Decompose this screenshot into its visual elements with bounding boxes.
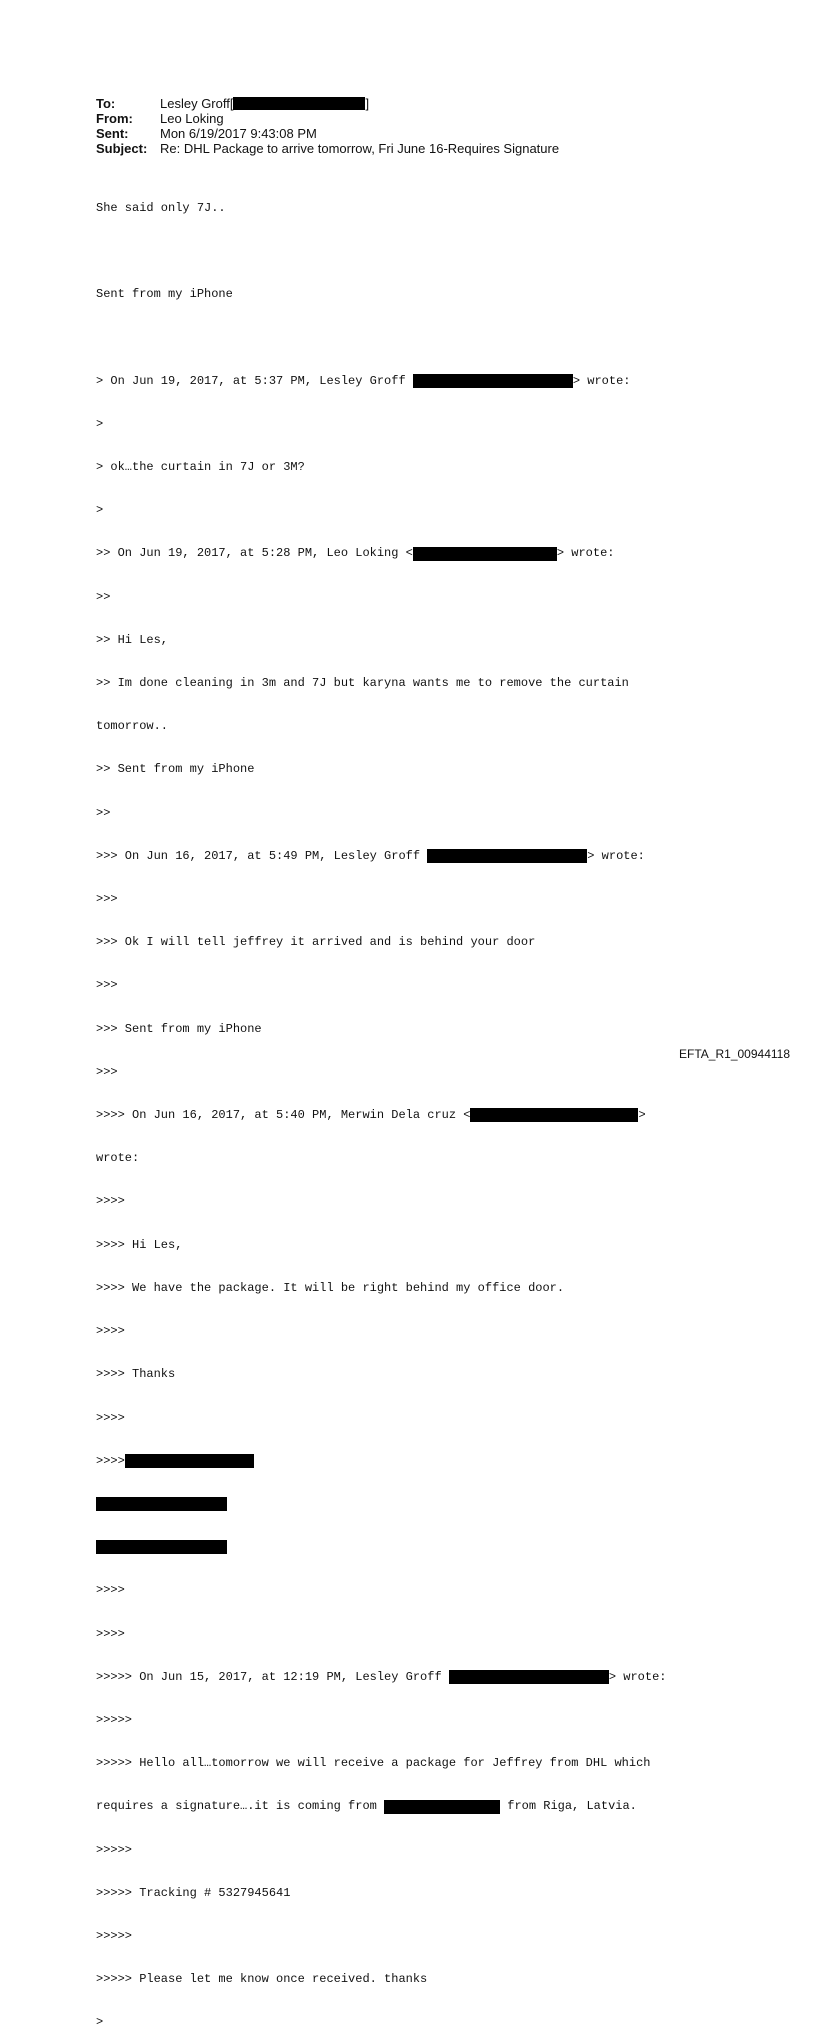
body-line: [96, 1324, 716, 1338]
redaction-block: [384, 1800, 500, 1814]
body-line: [96, 2015, 716, 2029]
body-line: [96, 1281, 716, 1295]
redaction-block: [449, 1670, 609, 1684]
line-text: >>>>> Please let me know once received. thanks: [96, 1972, 428, 1987]
body-line: [96, 806, 716, 820]
line-text: requires a signature….it is coming from: [96, 1799, 385, 1814]
line-text: >>> On Jun 16, 2017, at 5:49 PM, Lesley Groff: [96, 848, 428, 863]
line-text: >>>: [96, 978, 118, 993]
line-text: >>>>: [96, 1453, 125, 1468]
body-line: [96, 1843, 716, 1857]
body-line: [96, 287, 716, 301]
line-text: from Riga, Latvia.: [500, 1799, 637, 1814]
redaction-block: [125, 1454, 254, 1468]
body-line: [96, 201, 716, 215]
line-text: > wrote:: [572, 373, 631, 388]
to-close: ]: [365, 96, 370, 111]
quote-header-line: [96, 1670, 716, 1684]
line-text: > ok…the curtain in 7J or 3M?: [96, 460, 305, 475]
line-text: >>>>: [96, 1324, 125, 1339]
line-text: >>> Sent from my iPhone: [96, 1021, 262, 1036]
subject-label: Subject:: [96, 141, 148, 156]
to-row: [96, 96, 559, 111]
line-text: >>>: [96, 892, 118, 907]
body-line: [96, 1022, 716, 1036]
quote-header-line: [96, 1108, 716, 1122]
line-text: wrote:: [96, 1151, 140, 1166]
line-text: >>>>: [96, 1194, 125, 1209]
line-text: >>>>> Tracking # 5327945641: [96, 1885, 291, 1900]
from-row: [96, 111, 559, 126]
body-line: [96, 978, 716, 992]
to-name: Lesley Groff[: [160, 96, 234, 111]
subject-value: Re: DHL Package to arrive tomorrow, Fri June 16-Requires Signature: [160, 141, 560, 156]
line-text: >>>> On Jun 16, 2017, at 5:40 PM, Merwin Dela cruz <: [96, 1108, 471, 1123]
line-text: >> Sent from my iPhone: [96, 762, 255, 777]
blank-line: [96, 244, 716, 258]
line-text: >: [96, 503, 104, 518]
redaction-block: [413, 374, 573, 388]
sent-row: [96, 126, 559, 141]
body-line: [96, 590, 716, 604]
line-text: >>>>: [96, 1410, 125, 1425]
line-text: >> Hi Les,: [96, 632, 169, 647]
body-line: [96, 1454, 716, 1468]
redaction-block: [233, 97, 365, 110]
body-line: [96, 1411, 716, 1425]
email-body: [96, 172, 716, 2044]
line-text: She said only 7J..: [96, 200, 226, 215]
body-line: [96, 719, 716, 733]
quote-header-line: [96, 849, 716, 863]
body-line: [96, 1065, 716, 1079]
quote-header-line: [96, 374, 716, 388]
body-line: [96, 503, 716, 517]
redaction-block: [470, 1108, 638, 1122]
to-label: To:: [96, 96, 116, 111]
redaction-block: [96, 1497, 227, 1511]
body-line: [96, 460, 716, 474]
line-text: >> Im done cleaning in 3m and 7J but karyna wants me to remove the curtain: [96, 676, 629, 691]
body-line: [96, 633, 716, 647]
subject-row: [96, 141, 559, 156]
line-text: >>: [96, 589, 111, 604]
redacted-line: [96, 1540, 716, 1554]
sent-label: Sent:: [96, 126, 129, 141]
body-line: [96, 1627, 716, 1641]
line-text: >>>>> On Jun 15, 2017, at 12:19 PM, Lesley Groff: [96, 1669, 449, 1684]
from-value: Leo Loking: [160, 111, 224, 126]
line-text: >>>>>: [96, 1712, 133, 1727]
body-line: [96, 1756, 716, 1770]
line-text: tomorrow..: [96, 719, 169, 734]
body-line: [96, 1367, 716, 1381]
line-text: Sent from my iPhone: [96, 287, 233, 302]
line-text: >>> Ok I will tell jeffrey it arrived and is behind your door: [96, 935, 536, 950]
redaction-block: [96, 1540, 227, 1554]
line-text: >>>>>: [96, 1928, 133, 1943]
line-text: >: [96, 416, 104, 431]
sent-value: Mon 6/19/2017 9:43:08 PM: [160, 126, 317, 141]
blank-line: [96, 330, 716, 344]
line-text: >>>>: [96, 1583, 125, 1598]
body-line: [96, 1929, 716, 1943]
body-line: [96, 1238, 716, 1252]
line-text: > wrote:: [587, 848, 645, 863]
body-line: [96, 417, 716, 431]
line-text: >>>> Hi Les,: [96, 1237, 183, 1252]
line-text: >: [96, 2015, 104, 2030]
redaction-block: [413, 547, 557, 561]
redaction-block: [427, 849, 587, 863]
body-line: [96, 1151, 716, 1165]
to-value: [160, 96, 369, 111]
body-line: [96, 1886, 716, 1900]
body-line: [96, 1799, 716, 1813]
body-line: [96, 676, 716, 690]
body-line: [96, 1713, 716, 1727]
line-text: > wrote:: [556, 546, 615, 561]
line-text: > On Jun 19, 2017, at 5:37 PM, Lesley Groff: [96, 373, 413, 388]
body-line: [96, 1194, 716, 1208]
line-text: >>>> We have the package. It will be right behind my office door.: [96, 1280, 565, 1295]
email-header: [96, 96, 559, 156]
body-line: [96, 1583, 716, 1597]
body-line: [96, 892, 716, 906]
line-text: >>>>: [96, 1626, 125, 1641]
body-line: [96, 935, 716, 949]
line-text: >> On Jun 19, 2017, at 5:28 PM, Leo Loking <: [96, 546, 413, 561]
line-text: >>: [96, 805, 111, 820]
redacted-line: [96, 1497, 716, 1511]
line-text: >>>>>: [96, 1842, 133, 1857]
line-text: >>>> Thanks: [96, 1367, 176, 1382]
from-label: From:: [96, 111, 133, 126]
quote-header-line: [96, 546, 716, 560]
body-line: [96, 762, 716, 776]
line-text: >>>>> Hello all…tomorrow we will receive a package for Jeffrey from DHL which: [96, 1756, 651, 1771]
line-text: >: [638, 1108, 646, 1123]
line-text: > wrote:: [608, 1669, 667, 1684]
body-line: [96, 1972, 716, 1986]
line-text: >>>: [96, 1064, 118, 1079]
document-id: EFTA_R1_00944118: [679, 1047, 790, 1061]
